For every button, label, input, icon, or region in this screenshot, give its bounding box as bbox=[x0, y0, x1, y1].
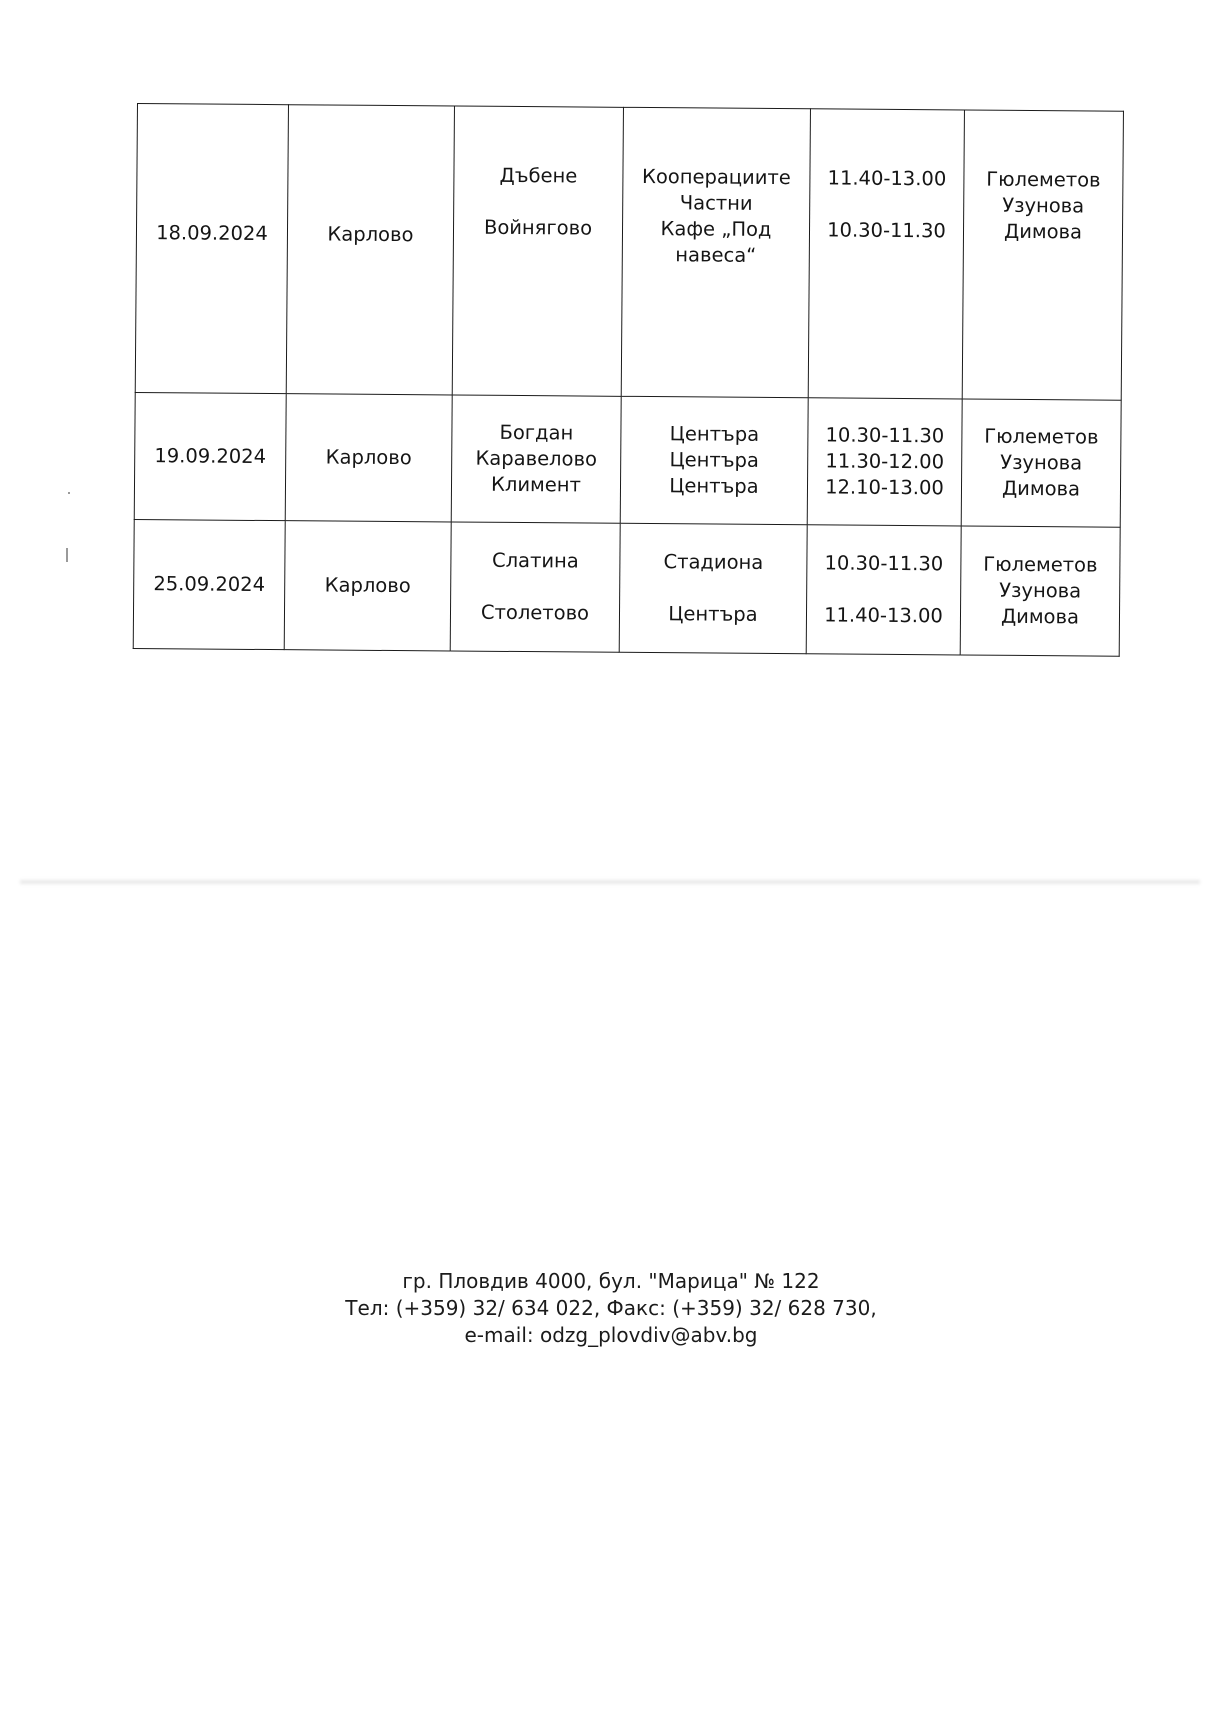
staff-cell: Гюлеметов Узунова Димова bbox=[962, 110, 1123, 400]
date-cell: 19.09.2024 bbox=[134, 392, 286, 520]
staff-cell: Гюлеметов Узунова Димова bbox=[961, 399, 1121, 527]
footer-phone-fax: Тел: (+359) 32/ 634 022, Факс: (+359) 32/ 628 730, bbox=[345, 1296, 877, 1320]
villages-cell: Дъбене Войнягово bbox=[452, 106, 623, 396]
times-cell: 10.30-11.30 11.30-12.00 12.10-13.00 bbox=[807, 398, 962, 526]
scan-artifact bbox=[20, 880, 1200, 884]
date-cell: 18.09.2024 bbox=[135, 104, 288, 394]
municipality-cell: Карлово bbox=[286, 105, 454, 395]
municipality-cell: Карлово bbox=[285, 394, 452, 522]
places-cell: Стадиона Центъра bbox=[619, 523, 807, 653]
staff-cell: Гюлеметов Узунова Димова bbox=[960, 526, 1120, 656]
table-row bbox=[135, 104, 1123, 401]
scan-artifact bbox=[66, 548, 68, 562]
times-cell: 10.30-11.30 11.40-13.00 bbox=[806, 525, 961, 655]
places-cell: Кооперациите Частни Кафе „Под навеса“ bbox=[621, 107, 810, 397]
scan-artifact bbox=[68, 492, 70, 494]
table-row bbox=[134, 392, 1121, 527]
villages-cell: Богдан Каравелово Климент bbox=[451, 395, 621, 523]
table-row bbox=[133, 519, 1120, 656]
footer-address: гр. Пловдив 4000, бул. "Марица" № 122 bbox=[402, 1269, 820, 1293]
footer-email: e-mail: odzg_plovdiv@abv.bg bbox=[464, 1323, 758, 1347]
villages-cell: Слатина Столетово bbox=[450, 522, 620, 652]
municipality-cell: Карлово bbox=[284, 521, 451, 651]
schedule-table bbox=[133, 103, 1124, 657]
date-cell: 25.09.2024 bbox=[133, 519, 285, 649]
times-cell: 11.40-13.00 10.30-11.30 bbox=[808, 109, 964, 399]
footer-contact bbox=[0, 1268, 1222, 1349]
places-cell: Центъра Центъра Центъра bbox=[620, 396, 808, 524]
